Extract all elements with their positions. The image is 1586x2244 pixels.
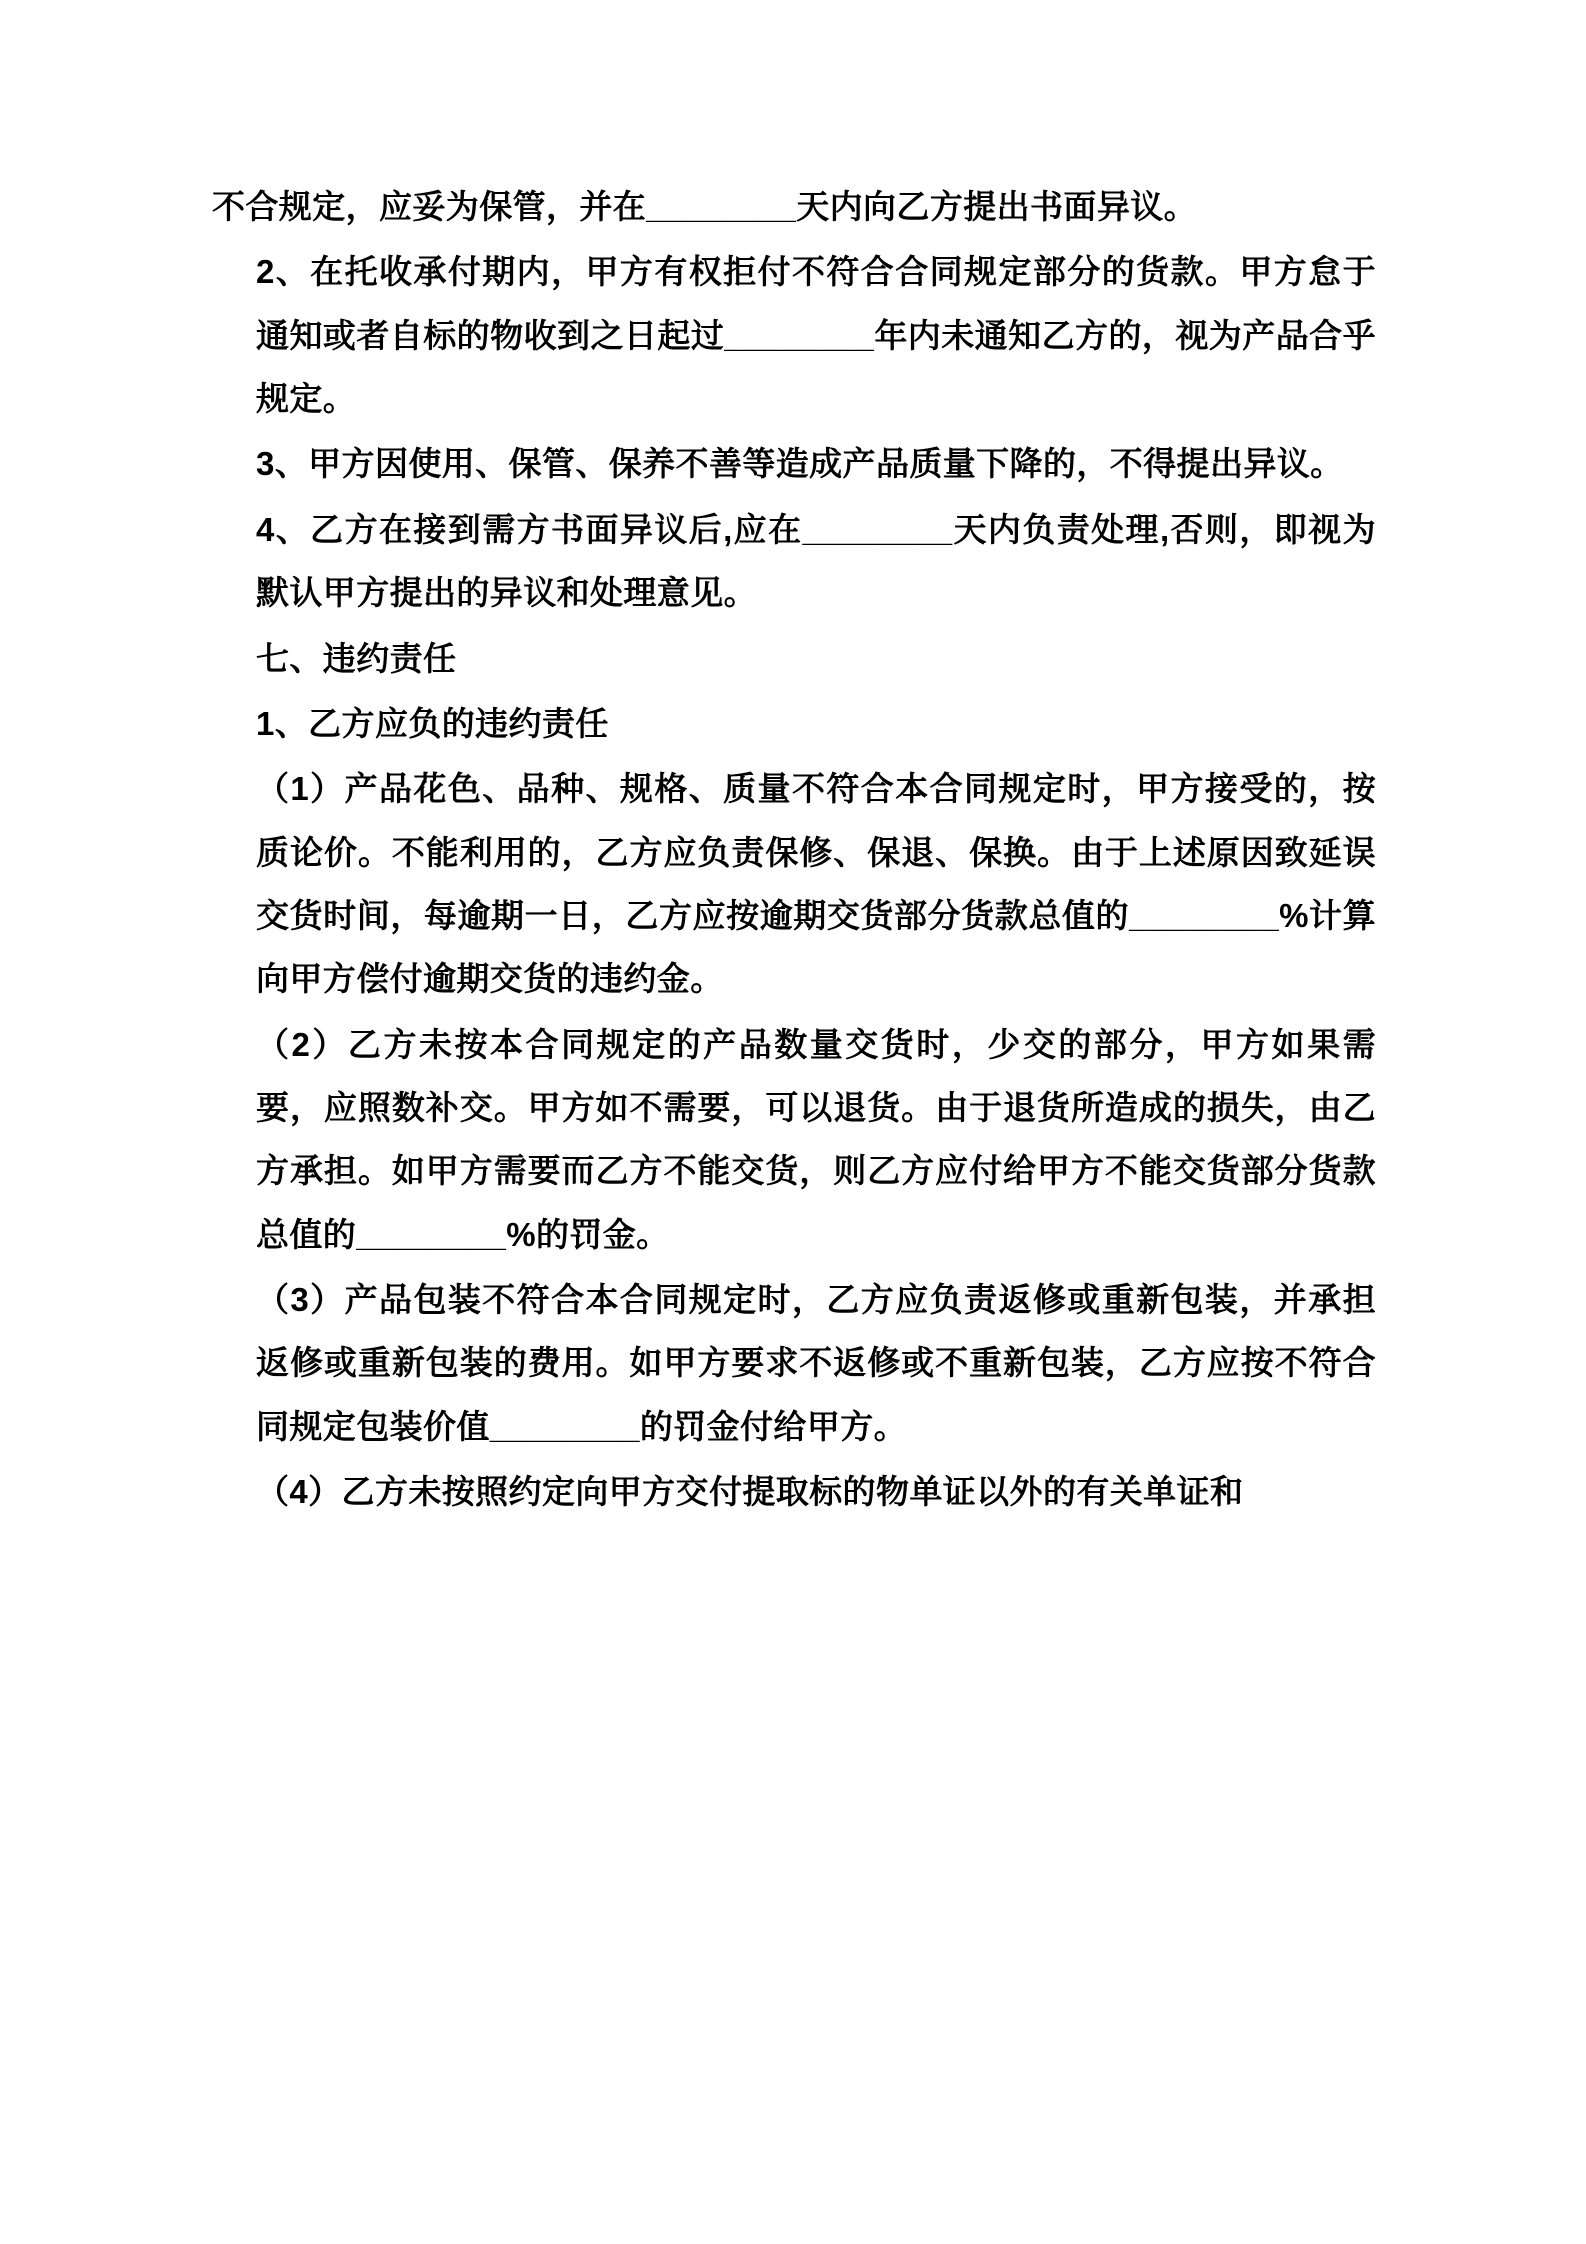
paragraph-7-1-3: （3）产品包装不符合本合同规定时，乙方应负责返修或重新包装，并承担返修或重新包装的费用。如甲方要求不返修或不重新包装，乙方应按不符合同规定包装价值________的罚金付给甲方。 [256, 1281, 1376, 1445]
paragraph-item-4: 4、乙方在接到需方书面异议后,应在________天内负责处理,否则，即视为默认甲方提出的异议和处理意见。 [256, 510, 1376, 612]
paragraph-7-1-4: （4）乙方未按照约定向甲方交付提取标的物单证以外的有关单证和 [256, 1473, 1244, 1511]
paragraph-item-3: 3、甲方因使用、保管、保养不善等造成产品质量下降的，不得提出异议。 [256, 445, 1344, 483]
document-body [212, 175, 1376, 1524]
paragraph-7-1-1: （1）产品花色、品种、规格、质量不符合本合同规定时，甲方接受的，按质论价。不能利用的，乙方应负责保修、保退、保换。由于上述原因致延误交货时间，每逾期一日，乙方应按逾期交货部分货款总值的________%计算向甲方偿付逾期交货的违约金。 [256, 770, 1376, 998]
paragraph-item-2: 2、在托收承付期内，甲方有权拒付不符合合同规定部分的货款。甲方怠于通知或者自标的物收到之日起过________年内未通知乙方的，视为产品合乎规定。 [256, 253, 1376, 418]
paragraph-continued: 不合规定，应妥为保管，并在________天内向乙方提出书面异议。 [212, 188, 1198, 225]
paragraph-7-1: 1、乙方应负的违约责任 [256, 704, 609, 742]
section-heading-7: 七、违约责任 [256, 639, 457, 677]
paragraph-7-1-2: （2）乙方未按本合同规定的产品数量交货时，少交的部分，甲方如果需要，应照数补交。甲方如不需要，可以退货。由于退货所造成的损失，由乙方承担。如甲方需要而乙方不能交货，则乙方应付给甲方不能交货部分货款总值的________%的罚金。 [256, 1025, 1376, 1253]
